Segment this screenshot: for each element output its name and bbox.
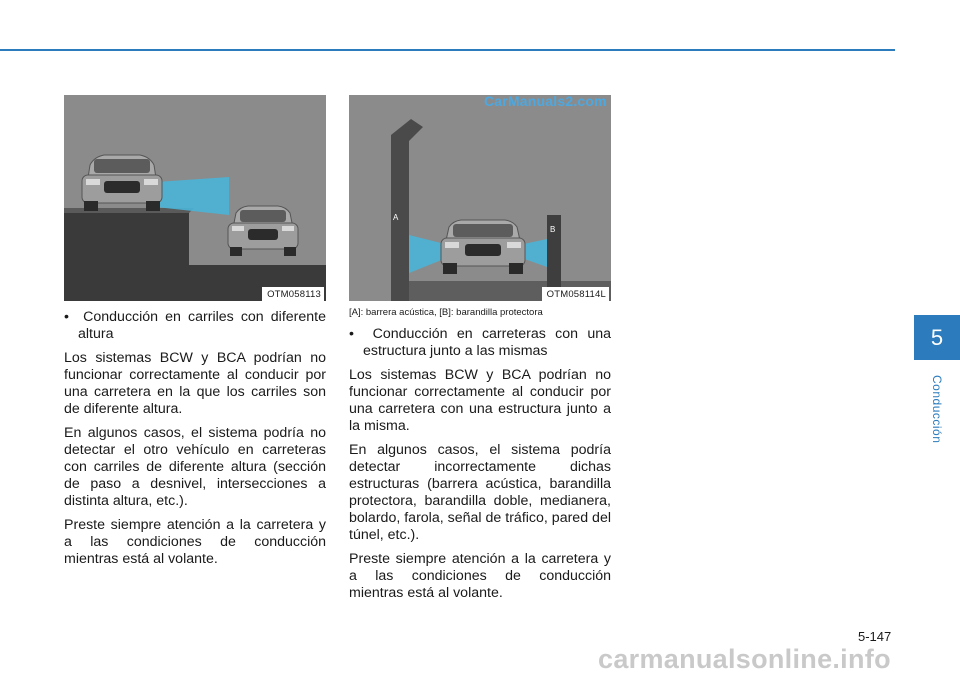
paragraph: Preste siempre atención a la carretera y a las condiciones de conducción mientras está al volante.: [349, 551, 611, 601]
page-number: 5-147: [858, 629, 892, 644]
bullet-heading: • Conducción en carreteras con una estructura junto a las mismas: [349, 326, 611, 359]
right-column: [349, 95, 611, 602]
paragraph: En algunos casos, el sistema podría no detectar el otro vehículo en carreteras con carriles de diferente altura (sección de paso a desnivel, intersecciones a distinta altura, etc.).: [64, 425, 326, 509]
paragraph: Preste siempre atención a la carretera y a las condiciones de conducción mientras está al volante.: [64, 517, 326, 567]
left-column: [64, 95, 326, 568]
footer-watermark: carmanualsonline.info: [598, 644, 891, 674]
figure-code: OTM058114L: [542, 287, 609, 301]
paragraph: Los sistemas BCW y BCA podrían no funcionar correctamente al conducir por una carretera con una estructura junto a la misma.: [349, 367, 611, 434]
center-car: [441, 220, 525, 274]
chapter-name: Conducción: [930, 375, 944, 444]
lower-car: [228, 206, 298, 256]
header-rule: [0, 49, 895, 51]
chapter-number-tab: 5: [914, 315, 960, 360]
figure-different-height-lanes: [64, 95, 326, 301]
label-b: B: [550, 225, 556, 234]
bullet-heading-text: Conducción en carriles con diferente altura: [78, 309, 326, 342]
upper-car: [82, 155, 162, 211]
figure-roadside-structure: [349, 95, 611, 301]
height-lanes-illustration: [64, 95, 326, 301]
figure-caption: [A]: barrera acústica, [B]: barandilla protectora: [349, 307, 543, 318]
paragraph: En algunos casos, el sistema podría detectar incorrectamente dichas estructuras (barrera acústica, barandilla protectora, barandilla doble, medianera, bolardo, farola, señal de tráfico, pared del túnel, etc.).: [349, 442, 611, 543]
bullet-heading: • Conducción en carriles con diferente altura: [64, 309, 326, 342]
label-a: A: [393, 213, 399, 222]
bullet-heading-text: Conducción en carreteras con una estructura junto a las mismas: [363, 326, 611, 359]
paragraph: Los sistemas BCW y BCA podrían no funcionar correctamente al conducir por una carretera en la que los carriles son de diferente altura.: [64, 350, 326, 417]
watermark-top: CarManuals2.com: [484, 93, 607, 109]
figure-code: OTM058113: [262, 287, 324, 301]
roadside-structure-illustration: [349, 95, 611, 301]
